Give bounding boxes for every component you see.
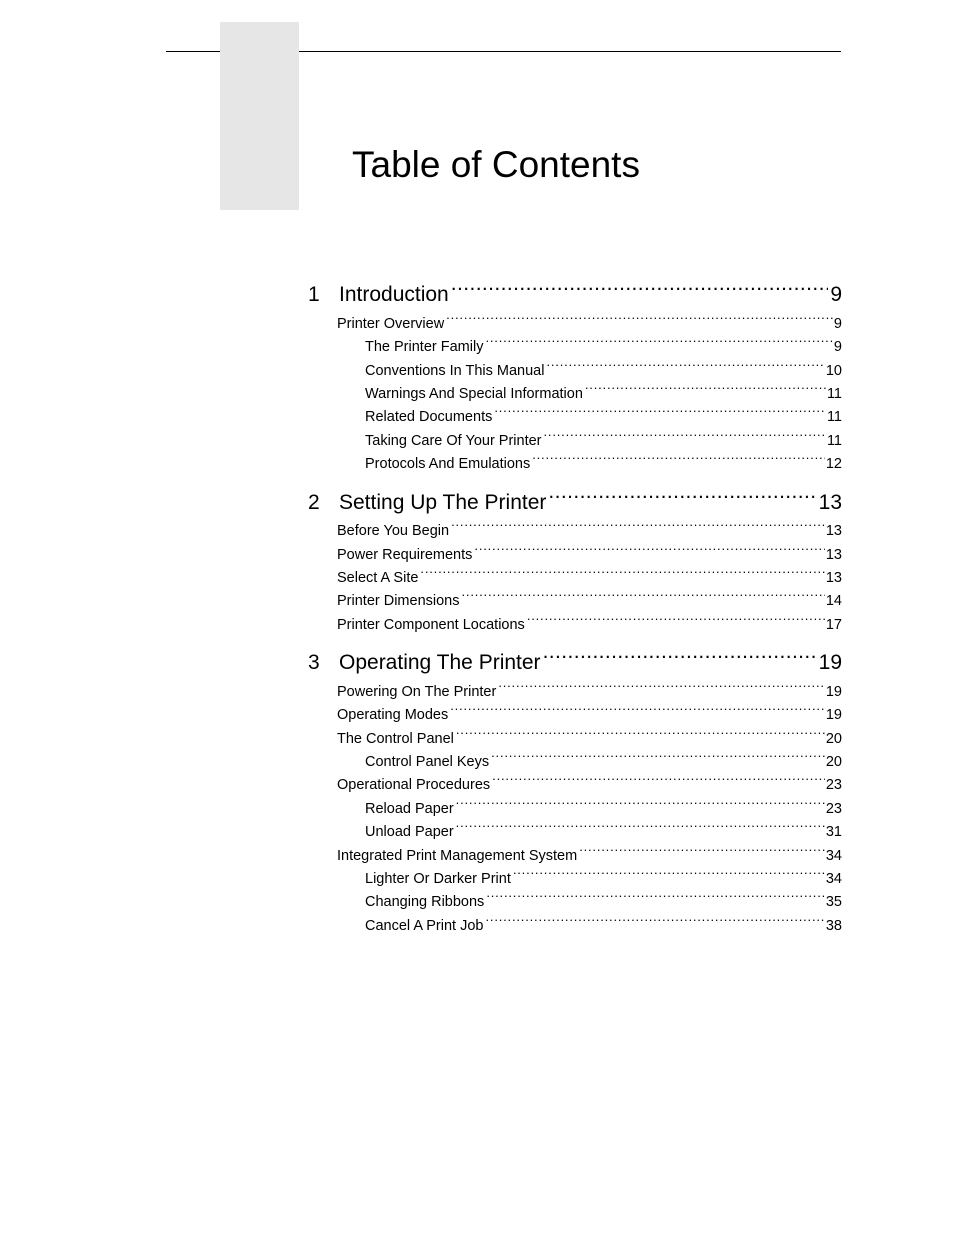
toc-page-number: 38 [825,918,842,934]
dot-leader [583,378,826,398]
toc-entry[interactable] [337,308,842,332]
dot-leader [541,641,817,669]
toc-chapter-number: 2 [308,491,320,514]
toc-subentry[interactable] [365,448,842,472]
toc-entry[interactable] [337,562,842,586]
dot-leader [544,355,824,375]
toc-page-number: 19 [817,649,842,677]
toc-entry[interactable] [337,699,842,723]
dot-leader [454,723,825,743]
toc-chapter-title: 1 Introduction [308,281,449,309]
toc-page-number: 11 [826,386,842,402]
toc-entry-title: Select A Site [337,570,419,586]
toc-entry[interactable] [337,609,842,633]
dot-leader [448,699,825,719]
toc-entry-title: Cancel A Print Job [365,918,484,934]
dot-leader [449,515,825,535]
toc-entry-title: Lighter Or Darker Print [365,871,511,887]
toc-subentry[interactable] [365,746,842,770]
toc-entry-title: Integrated Print Management System [337,848,578,864]
toc-chapter-title: 3 Operating The Printer [308,649,541,677]
page-title: Table of Contents [352,144,640,185]
toc-entry[interactable] [337,723,842,747]
dot-leader [496,676,825,696]
toc-page-number: 17 [825,617,842,633]
toc-page-number: 20 [825,731,842,747]
toc-entry-title: Operating Modes [337,707,449,723]
toc-subentry[interactable] [365,910,842,934]
dot-leader [484,910,825,930]
toc-entry-title: The Control Panel [337,731,454,747]
header-rule-left [166,51,220,52]
dot-leader [546,481,816,509]
toc-entry[interactable] [337,585,842,609]
toc-page-number: 9 [833,339,842,355]
toc-subentry[interactable] [365,816,842,840]
dot-leader [490,769,825,789]
toc-entry-title: Printer Component Locations [337,617,525,633]
toc-chapter-number: 1 [308,283,320,306]
toc-page-number: 9 [828,281,842,309]
toc-chapter-1[interactable] [308,273,842,306]
toc-page-number: 19 [825,707,842,723]
toc-entry-title: Unload Paper [365,824,454,840]
dot-leader [530,448,825,468]
toc-entry-title: Control Panel Keys [365,754,490,770]
toc-entry[interactable] [337,539,842,563]
toc-page-number: 34 [825,848,842,864]
toc-subentry[interactable] [365,355,842,379]
toc-page-number: 13 [825,523,842,539]
dot-leader [472,539,824,559]
toc-page-number: 35 [825,894,842,910]
toc-page-number: 23 [825,777,842,793]
dot-leader [511,863,825,883]
toc-page-number: 9 [833,316,842,332]
toc-entry[interactable] [337,840,842,864]
toc-subentry[interactable] [365,378,842,402]
toc-chapter-3[interactable] [308,641,842,674]
toc-page-number: 13 [817,489,842,517]
dot-leader [454,793,825,813]
dot-leader [525,609,825,629]
toc-page-number: 12 [825,456,842,472]
toc-entry-title: Powering On The Printer [337,684,497,700]
toc-entry-title: Related Documents [365,409,493,425]
dot-leader [483,331,832,351]
toc-page-number: 20 [825,754,842,770]
toc-entry[interactable] [337,676,842,700]
toc-entry-title: Printer Dimensions [337,593,460,609]
toc-entry-title: Before You Begin [337,523,450,539]
toc-subentry[interactable] [365,331,842,355]
toc-page-number: 31 [825,824,842,840]
dot-leader [460,585,825,605]
dot-leader [577,840,825,860]
toc-entry-title: Protocols And Emulations [365,456,531,472]
toc-subentry[interactable] [365,886,842,910]
dot-leader [542,425,826,445]
toc-subentry[interactable] [365,793,842,817]
toc-page-number: 23 [825,801,842,817]
dot-leader [418,562,824,582]
toc-chapter-title: 2 Setting Up The Printer [308,489,546,517]
toc-entry-title: Printer Overview [337,316,445,332]
toc-entry-title: Operational Procedures [337,777,491,793]
chapter-tab-block [220,22,299,210]
toc-page-number: 11 [826,433,842,449]
toc-page-number: 13 [825,547,842,563]
toc-entry-title: The Printer Family [365,339,484,355]
dot-leader [444,308,833,328]
toc-subentry[interactable] [365,401,842,425]
toc-page-number: 34 [825,871,842,887]
toc-chapter-number: 3 [308,651,320,674]
dot-leader [489,746,825,766]
toc-entry-title: Warnings And Special Information [365,386,583,402]
toc-page-number: 10 [825,363,842,379]
toc-page-number: 11 [826,409,842,425]
toc-page-number: 13 [825,570,842,586]
toc-page-number: 14 [825,593,842,609]
toc-entry-title: Changing Ribbons [365,894,485,910]
dot-leader [492,401,826,421]
dot-leader [484,886,825,906]
header-rule-right [299,51,841,52]
toc-subentry[interactable] [365,425,842,449]
toc-page-number: 19 [825,684,842,700]
toc-entry-title: Taking Care Of Your Printer [365,433,542,449]
toc-entry-title: Conventions In This Manual [365,363,545,379]
toc-chapter-2[interactable] [308,481,842,514]
toc-entry-title: Power Requirements [337,547,473,563]
toc-subentry[interactable] [365,863,842,887]
toc-entry[interactable] [337,515,842,539]
toc-entry[interactable] [337,769,842,793]
dot-leader [454,816,825,836]
toc-entry-title: Reload Paper [365,801,454,817]
dot-leader [449,273,829,301]
